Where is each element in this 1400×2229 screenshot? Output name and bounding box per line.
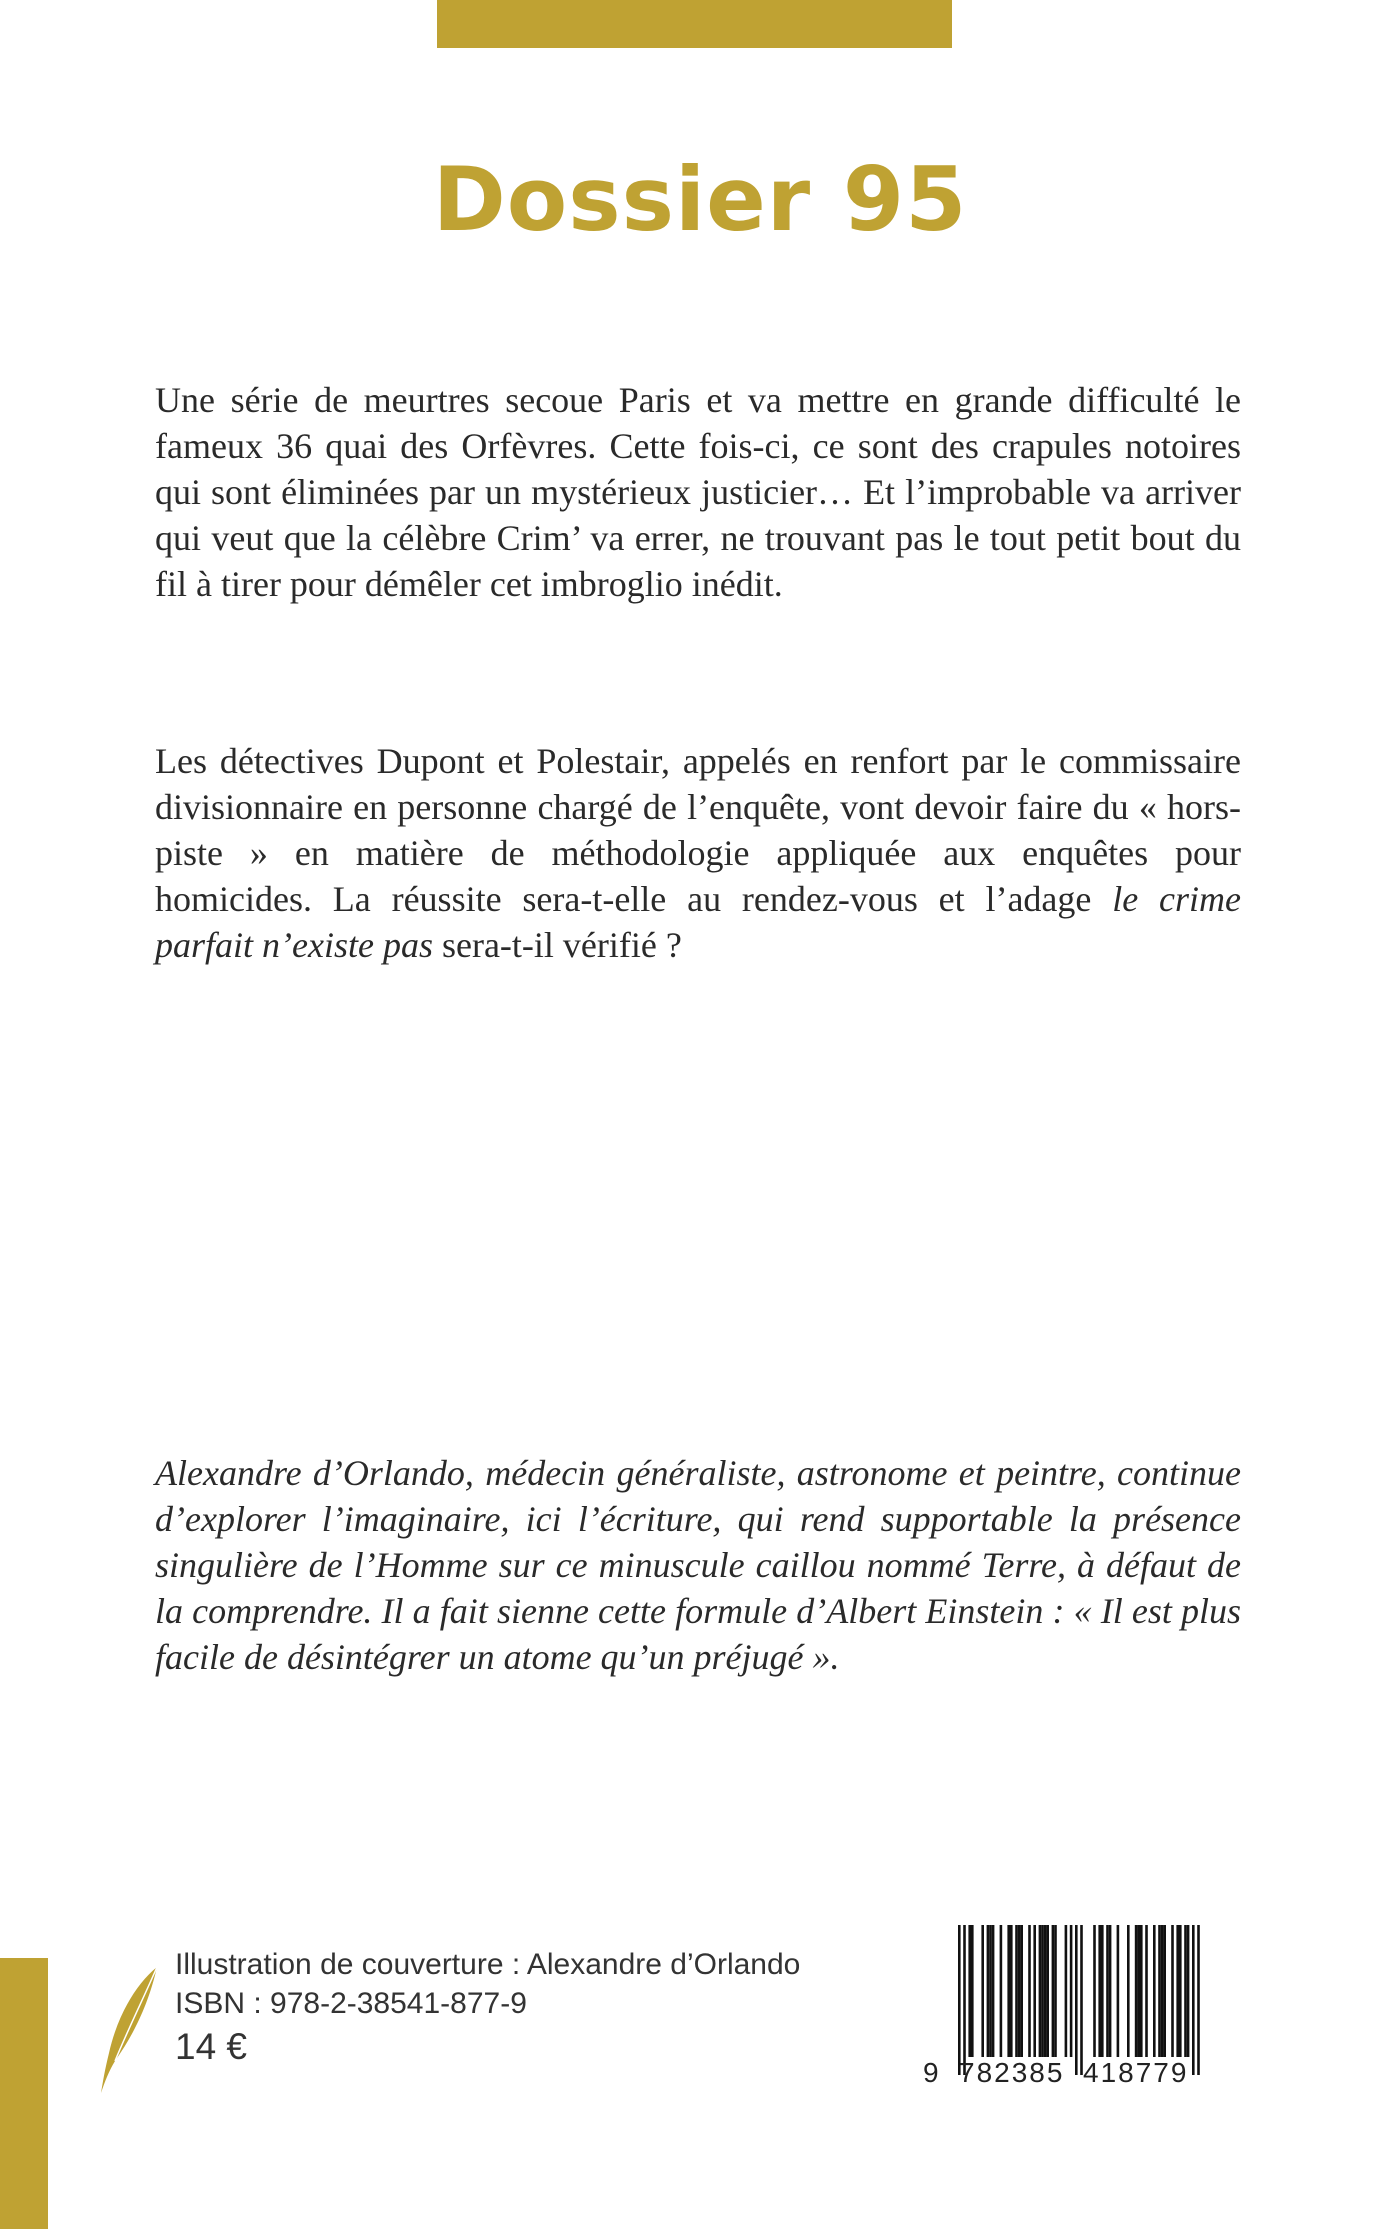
barcode-bar	[1184, 1925, 1187, 2057]
barcode-left-group: 782385	[959, 2057, 1065, 2088]
barcode-bar	[1192, 1925, 1195, 2075]
price-text: 14 €	[175, 2026, 248, 2067]
barcode-bar	[987, 1925, 990, 2057]
barcode-bar	[1080, 1925, 1083, 2075]
barcode-bar	[1153, 1925, 1156, 2057]
barcode-first-digit: 9	[923, 2057, 939, 2088]
barcode-bar	[1197, 1925, 1200, 2075]
blurb-paragraph-1-text: Une série de meurtres secoue Paris et va mettre en grande difficulté le fameux 36 quai des Orfèvres. Cette fois-ci, ce sont des crapules notoires qui sont éliminées par un mystérieux justicier… Et l’improbable va arriver qui veut que la célèbre Crim’ va errer, ne trouvant pas le tout petit bout du fil à tirer pour démêler cet imbroglio inédit.	[155, 380, 1241, 604]
barcode-bar	[1020, 1925, 1023, 2057]
blurb-paragraph-2	[155, 738, 1241, 968]
top-accent-band	[437, 0, 952, 48]
barcode-bar	[1098, 1925, 1101, 2057]
barcode-bar	[1007, 1925, 1010, 2057]
barcode-bar	[1046, 1925, 1049, 2057]
barcode-bar	[1171, 1925, 1174, 2057]
barcode-bar	[981, 1925, 984, 2057]
barcode-right-group: 418779	[1083, 2057, 1189, 2088]
barcode-bar	[1161, 1925, 1164, 2057]
barcode-bar	[1109, 1925, 1112, 2057]
credits-block	[175, 1945, 800, 2066]
barcode-bar	[963, 1925, 966, 2075]
barcode-bar	[1101, 1925, 1104, 2057]
barcode-bar	[1044, 1925, 1047, 2057]
barcode-bar	[1015, 1925, 1018, 2057]
barcode-bar	[1145, 1925, 1148, 2057]
barcode-bar	[1039, 1925, 1042, 2057]
barcode-bar	[1010, 1925, 1013, 2057]
barcode-bar	[1033, 1925, 1036, 2057]
barcode-bar	[968, 1925, 971, 2057]
feather-icon	[95, 1965, 165, 2095]
barcode-bar	[1070, 1925, 1073, 2057]
barcode-bar	[1117, 1925, 1120, 2057]
barcode-bar	[1140, 1925, 1143, 2057]
book-title: Dossier 95	[432, 148, 968, 251]
blurb-paragraph-2-end: sera-t-il vérifié ?	[432, 925, 682, 965]
barcode-bar	[1106, 1925, 1109, 2057]
isbn-text: ISBN : 978-2-38541-877-9	[175, 1987, 527, 2020]
barcode-bar	[1041, 1925, 1044, 2057]
author-bio: Alexandre d’Orlando, médecin généraliste, astronome et peintre, continue d’explorer l’imaginaire, ici l’écriture, qui rend supportable la présence singulière de l’Homme sur ce minuscule caillou nommé Terre, à défaut de la comprendre. Il a fait sienne cette formule d’Albert Einstein : « Il est plus facile de désintégrer un atome qu’un préjugé ».	[155, 1453, 1241, 1677]
bottom-left-accent-band	[0, 1958, 48, 2229]
barcode-bar	[1158, 1925, 1161, 2057]
barcode-bar	[1028, 1925, 1031, 2057]
barcode-bar	[1179, 1925, 1182, 2057]
barcode-bar	[1176, 1925, 1179, 2057]
barcode-bar	[1093, 1925, 1096, 2057]
barcode-bar	[1052, 1925, 1055, 2057]
barcode-bar	[958, 1925, 961, 2075]
blurb-paragraph-2-text	[155, 738, 1241, 968]
barcode-bar	[1163, 1925, 1166, 2057]
barcode-bar	[992, 1925, 995, 2057]
barcode-bar	[989, 1925, 992, 2057]
barcode-bar	[1137, 1925, 1140, 2057]
barcode-bar	[1127, 1925, 1130, 2057]
barcode-bar	[1054, 1925, 1057, 2057]
barcode-bar	[1187, 1925, 1190, 2057]
blurb-paragraph-2-start: Les détectives Dupont et Polestair, appelés en renfort par le commissaire divisionnaire en personne chargé de l’enquête, vont devoir faire du « hors-piste » en matière de méthodologie appliquée aux enquêtes pour homicides. La réussite sera-t-elle au rendez-vous et l’adage	[155, 741, 1241, 919]
barcode-bar	[971, 1925, 974, 2057]
barcode-bar	[1065, 1925, 1068, 2057]
barcode-bar	[1075, 1925, 1078, 2075]
blurb-paragraph-2-italic: le crime parfait n’existe pas	[155, 879, 1241, 965]
illustration-credit: Illustration de couverture : Alexandre d’Orlando	[175, 1948, 801, 1981]
blurb-paragraph-1	[155, 377, 1241, 607]
barcode-bar	[1018, 1925, 1021, 2057]
barcode-bar	[1000, 1925, 1003, 2057]
barcode-bar	[1135, 1925, 1138, 2057]
